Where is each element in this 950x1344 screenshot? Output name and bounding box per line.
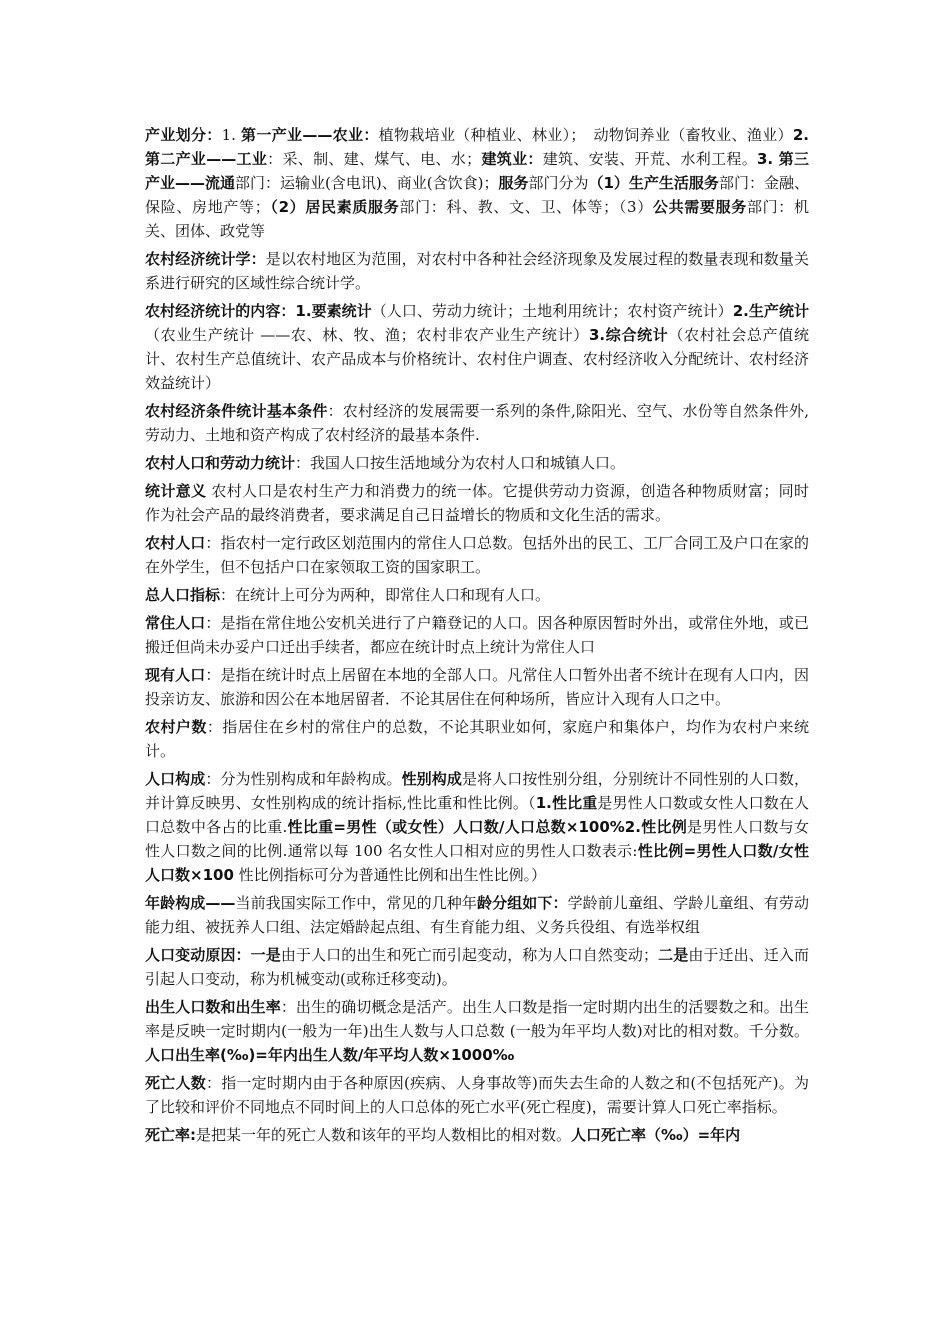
- text-run: 部门：金融、保险、房地产等；: [145, 174, 809, 216]
- text-run: （农村社会总产值统计、农村生产总值统计、农产品成本与价格统计、农村住户调查、农村经济收入分配统计、农村经济效益统计）: [145, 326, 809, 392]
- paragraph: [145, 123, 809, 243]
- bold-text-run: 出生人口数和出生率: [145, 998, 281, 1016]
- bold-text-run: 3. 第三产业——流通: [145, 150, 809, 192]
- text-run: 部门分为: [528, 174, 589, 192]
- bold-text-run: 农村经济条件统计基本条件: [145, 402, 328, 420]
- text-run: 建筑、安装、开荒、水利工程。: [542, 150, 757, 168]
- text-run: 1.: [221, 126, 242, 144]
- text-run: ：出生的确切概念是活产。出生人口数是指一定时期内出生的活婴数之和。出生率是反映一定时期内(一般为一年)出生人数与人口总数 (一般为年平均人数)对比的相对数。千分数。: [145, 998, 809, 1040]
- bold-text-run: 1.性比重: [535, 794, 598, 812]
- bold-text-run: 农村经济统计的内容：1.要素统计: [145, 302, 372, 320]
- text-run: 部门：运输业(含电讯)、商业(含饮食)；: [235, 174, 499, 192]
- bold-text-run: 现有人口: [145, 666, 206, 684]
- paragraph: [145, 891, 809, 939]
- text-run: 当前我国实际工作中，常见的几种年: [235, 894, 477, 912]
- bold-text-run: 2.生产统计: [732, 302, 809, 320]
- bold-text-run: 建筑业：: [481, 150, 543, 168]
- bold-text-run: 二是: [658, 946, 689, 964]
- text-run: ：是指在统计时点上居留在本地的全部人口。凡常住人口暂外出者不统计在现有人口内，因投亲访友、旅游和因公在本地居留者．不论其居住在何种场所，皆应计入现有人口之中。: [145, 666, 809, 708]
- bold-text-run: 农村经济统计学：: [145, 250, 266, 268]
- text-run: 部门：机关、团体、政党等: [145, 198, 809, 240]
- bold-text-run: 服务: [498, 174, 529, 192]
- text-run: 性比例指标可分为普通性比例和出生性比例。）: [233, 866, 547, 884]
- text-run: ：在统计上可分为两种，即常住人口和现有人口。: [220, 586, 551, 604]
- bold-text-run: 人口死亡率（‰）=年内: [571, 1126, 741, 1144]
- bold-text-run: 性比例=男性人口数/女性人口数×100: [145, 842, 809, 884]
- bold-text-run: 第一产业——农业：: [241, 126, 379, 144]
- text-run: 由于人口的出生和死亡而引起变动，称为人口自然变动；: [280, 946, 659, 964]
- bold-text-run: 年龄构成——: [145, 894, 236, 912]
- bold-text-run: 死亡率:: [145, 1126, 196, 1144]
- bold-text-run: （1）生产生活服务: [588, 174, 719, 192]
- bold-text-run: 人口出生率(‰)=年内出生人数/年平均人数×1000‰: [145, 1046, 515, 1064]
- text-run: ：指居住在乡村的常住户的总数，不论其职业如何，家庭户和集体户，均作为农村户来统计。: [145, 718, 809, 760]
- paragraph: [145, 943, 809, 991]
- text-run: 是男性人口数或女性人口数在人口总数中各占的比重.: [145, 794, 809, 836]
- paragraph: [145, 247, 809, 295]
- bold-text-run: 死亡人数: [145, 1074, 206, 1092]
- bold-text-run: 性别构成: [401, 770, 462, 788]
- paragraph: [145, 479, 809, 527]
- text-run: 由于迁出、迁入而引起人口变动，称为机械变动(或称迁移变动)。: [145, 946, 809, 988]
- text-run: ：采、制、建、煤气、电、水；: [267, 150, 482, 168]
- bold-text-run: 3.综合统计: [588, 326, 669, 344]
- text-run: 是男性人口数与女性人口数之间的比例.通常以每 100 名女性人口相对应的男性人口数表示:: [145, 818, 809, 860]
- bold-text-run: 农村人口: [145, 534, 206, 552]
- bold-text-run: 性比重=男性（或女性）人口数/人口总数×100%2.性比例: [287, 818, 688, 836]
- paragraph: [145, 399, 809, 447]
- paragraph: [145, 299, 809, 395]
- bold-text-run: 常住人口: [145, 614, 206, 632]
- bold-text-run: 人口构成: [145, 770, 206, 788]
- paragraph: [145, 531, 809, 579]
- bold-text-run: （2）居民素质服务: [269, 198, 400, 216]
- text-run: 是把某一年的死亡人数和该年的平均人数相比的相对数。: [196, 1126, 572, 1144]
- bold-text-run: 公共需要服务: [652, 198, 747, 216]
- text-run: （人口、劳动力统计；土地利用统计；农村资产统计）: [371, 302, 733, 320]
- bold-text-run: 产业划分：: [145, 126, 222, 144]
- paragraph: [145, 611, 809, 659]
- document-body: [145, 123, 809, 1151]
- text-run: （农业生产统计 ——农、林、牧、渔；农村非农产业生产统计）: [145, 326, 589, 344]
- text-run: ：是指在常住地公安机关进行了户籍登记的人口。因各种原因暂时外出，或常住外地，或已搬迁但尚未办妥户口迁出手续者，都应在统计时点上统计为常住人口: [145, 614, 809, 656]
- bold-text-run: 龄分组如下：: [477, 894, 568, 912]
- text-run: ：分为性别构成和年龄构成。: [205, 770, 402, 788]
- bold-text-run: 农村户数: [145, 718, 207, 736]
- text-run: 是以农村地区为范围，对农村中各种社会经济现象及发展过程的数量表现和数量关系进行研究的区域性综合统计学。: [145, 250, 809, 292]
- text-run: 学龄前儿童组、学龄儿童组、有劳动能力组、被抚养人口组、法定婚龄起点组、有生育能力组、义务兵役组、有选举权组: [145, 894, 809, 936]
- paragraph: [145, 451, 809, 475]
- paragraph: [145, 583, 809, 607]
- bold-text-run: 农村人口和劳动力统计: [145, 454, 296, 472]
- bold-text-run: 2. 第二产业——工业: [145, 126, 809, 168]
- paragraph: [145, 995, 809, 1067]
- bold-text-run: 总人口指标: [145, 586, 221, 604]
- text-run: ：指农村一定行政区划范围内的常住人口总数。包括外出的民工、工厂合同工及户口在家的在外学生，但不包括户口在家领取工资的国家职工。: [145, 534, 809, 576]
- paragraph: [145, 767, 809, 887]
- text-run: ：指一定时期内由于各种原因(疾病、人身事故等)而失去生命的人数之和(不包括死产)。为了比较和评价不同地点不同时间上的人口总体的死亡水平(死亡程度)，需要计算人口死亡率指标。: [145, 1074, 809, 1116]
- text-run: 植物栽培业（种植业、林业）； 动物饲养业（畜牧业、渔业）: [378, 126, 793, 144]
- paragraph: [145, 663, 809, 711]
- text-run: 农村人口是农村生产力和消费力的统一体。它提供劳动力资源，创造各种物质财富；同时作为社会产品的最终消费者，要求满足自己日益增长的物质和文化生活的需求。: [145, 482, 809, 524]
- text-run: 是将人口按性别分组，分别统计不同性别的人口数，并计算反映男、女性别构成的统计指标,性比重和性比例。（: [145, 770, 809, 812]
- text-run: ：农村经济的发展需要一系列的条件,除阳光、空气、水份等自然条件外,劳动力、土地和资产构成了农村经济的最基本条件.: [145, 402, 809, 444]
- text-run: 部门：科、教、文、卫、体等；（3）: [399, 198, 653, 216]
- paragraph: [145, 1071, 809, 1119]
- paragraph: [145, 1123, 809, 1147]
- bold-text-run: 统计意义: [145, 482, 207, 500]
- text-run: ：我国人口按生活地域分为农村人口和城镇人口。: [295, 454, 626, 472]
- paragraph: [145, 715, 809, 763]
- bold-text-run: 人口变动原因：一是: [145, 946, 281, 964]
